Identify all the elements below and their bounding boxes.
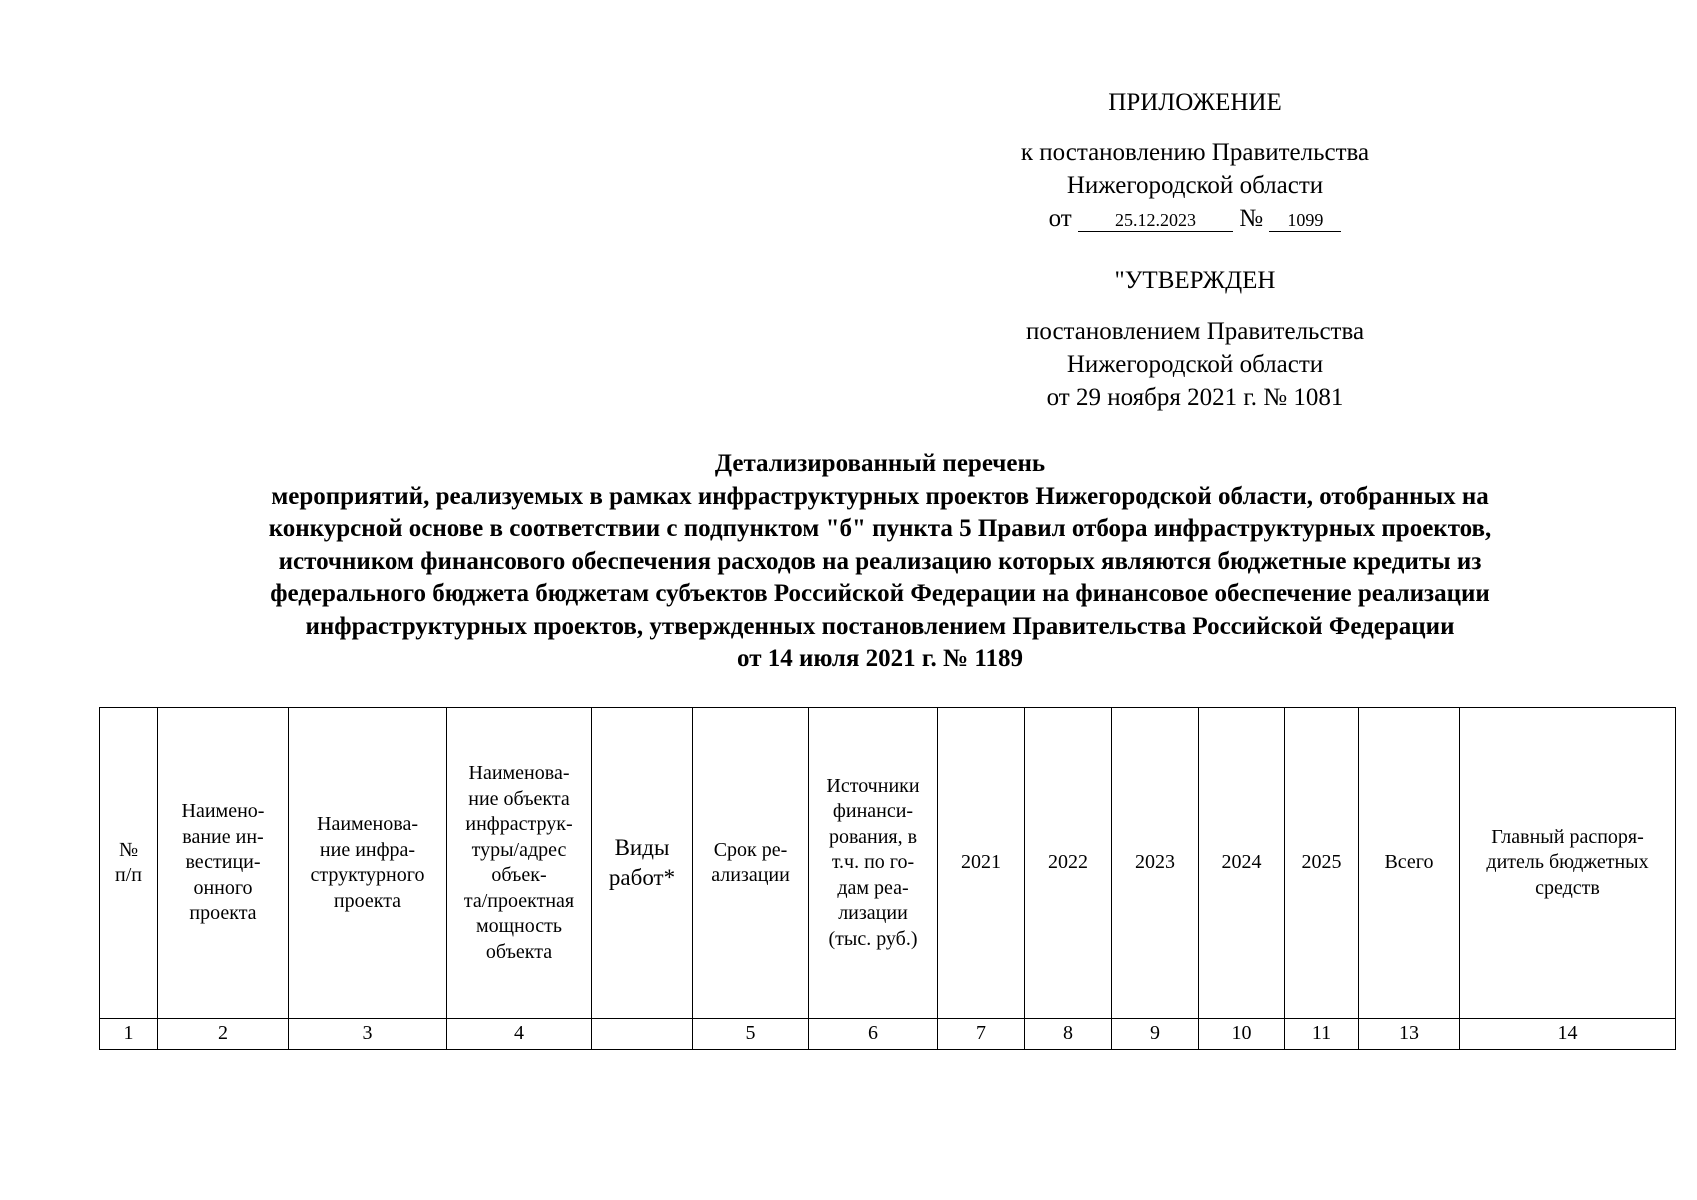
column-number-cell: 13 — [1359, 1019, 1460, 1050]
approved-line-1: постановлением Правительства — [1025, 318, 1365, 345]
activities-table — [99, 707, 1676, 1050]
column-number-cell: 3 — [289, 1019, 447, 1050]
resolution-line-2: Нижегородской области — [1066, 172, 1324, 199]
header-cell: Наимено- вание ин- вестици- онного проекта — [158, 708, 289, 1019]
resolution-number: 1099 — [1269, 209, 1341, 232]
heading-line: от 14 июля 2021 г. № 1189 — [737, 645, 1023, 672]
heading-line: мероприятий, реализуемых в рамках инфраструктурных проектов Нижегородской области, отобранных на — [271, 482, 1489, 510]
resolution-reference — [960, 136, 1430, 235]
appendix-title-text: ПРИЛОЖЕНИЕ — [1108, 89, 1282, 116]
header-cell: Источники финанси- рования, в т.ч. по го- дам реа- лизации (тыс. руб.) — [809, 708, 938, 1019]
approved-line-3: от 29 ноября 2021 г. № 1081 — [1046, 384, 1344, 411]
number-sign: № — [1239, 205, 1264, 232]
column-number-cell: 5 — [693, 1019, 809, 1050]
column-number-cell: 6 — [809, 1019, 938, 1050]
resolution-date: 25.12.2023 — [1078, 209, 1233, 232]
appendix-title — [960, 86, 1430, 119]
table-number-row — [100, 1019, 1676, 1050]
header-cell: Главный распоря- дитель бюджетных средств — [1460, 708, 1676, 1019]
column-number-cell — [592, 1019, 693, 1050]
column-number-cell: 7 — [938, 1019, 1025, 1050]
column-number-cell: 9 — [1112, 1019, 1199, 1050]
column-number-cell: 2 — [158, 1019, 289, 1050]
approved-title-text: "УТВЕРЖДЕН — [1114, 267, 1276, 294]
column-number-cell: 1 — [100, 1019, 158, 1050]
document-heading — [60, 448, 1697, 676]
column-number-cell: 14 — [1460, 1019, 1676, 1050]
approved-by-block — [960, 315, 1430, 414]
heading-line: федерального бюджета бюджетам субъектов Российской Федерации на финансовое обеспечение реализации — [270, 580, 1490, 607]
header-cell: 2024 — [1199, 708, 1285, 1019]
column-number-cell: 11 — [1285, 1019, 1359, 1050]
heading-line: конкурсной основе в соответствии с подпунктом "б" пункта 5 Правил отбора инфраструктурных проектов, — [268, 515, 1492, 542]
header-cell: Наименова- ние инфра- структурного проекта — [289, 708, 447, 1019]
header-cell: 2025 — [1285, 708, 1359, 1019]
header-cell: 2021 — [938, 708, 1025, 1019]
header-cell: Срок ре- ализации — [693, 708, 809, 1019]
heading-line: инфраструктурных проектов, утвержденных постановлением Правительства Российской Федерации — [305, 612, 1455, 640]
header-cell: Наименова- ние объекта инфраструк- туры/адрес объек- та/проектная мощность объекта — [447, 708, 592, 1019]
approved-title — [960, 264, 1430, 297]
column-number-cell: 8 — [1025, 1019, 1112, 1050]
heading-line: источником финансового обеспечения расходов на реализацию которых являются бюджетные кредиты из — [278, 547, 1482, 575]
heading-line: Детализированный перечень — [714, 450, 1046, 477]
header-cell: Всего — [1359, 708, 1460, 1019]
header-cell: 2022 — [1025, 708, 1112, 1019]
column-number-cell: 10 — [1199, 1019, 1285, 1050]
resolution-line-1: к постановлению Правительства — [1020, 139, 1370, 166]
approved-line-2: Нижегородской области — [1066, 351, 1324, 378]
table-header-row — [100, 708, 1676, 1019]
header-cell: № п/п — [100, 708, 158, 1019]
resolution-date-line — [960, 202, 1430, 235]
date-prefix: от — [1048, 205, 1072, 232]
column-number-cell: 4 — [447, 1019, 592, 1050]
header-cell: 2023 — [1112, 708, 1199, 1019]
header-cell: Виды работ* — [592, 708, 693, 1019]
